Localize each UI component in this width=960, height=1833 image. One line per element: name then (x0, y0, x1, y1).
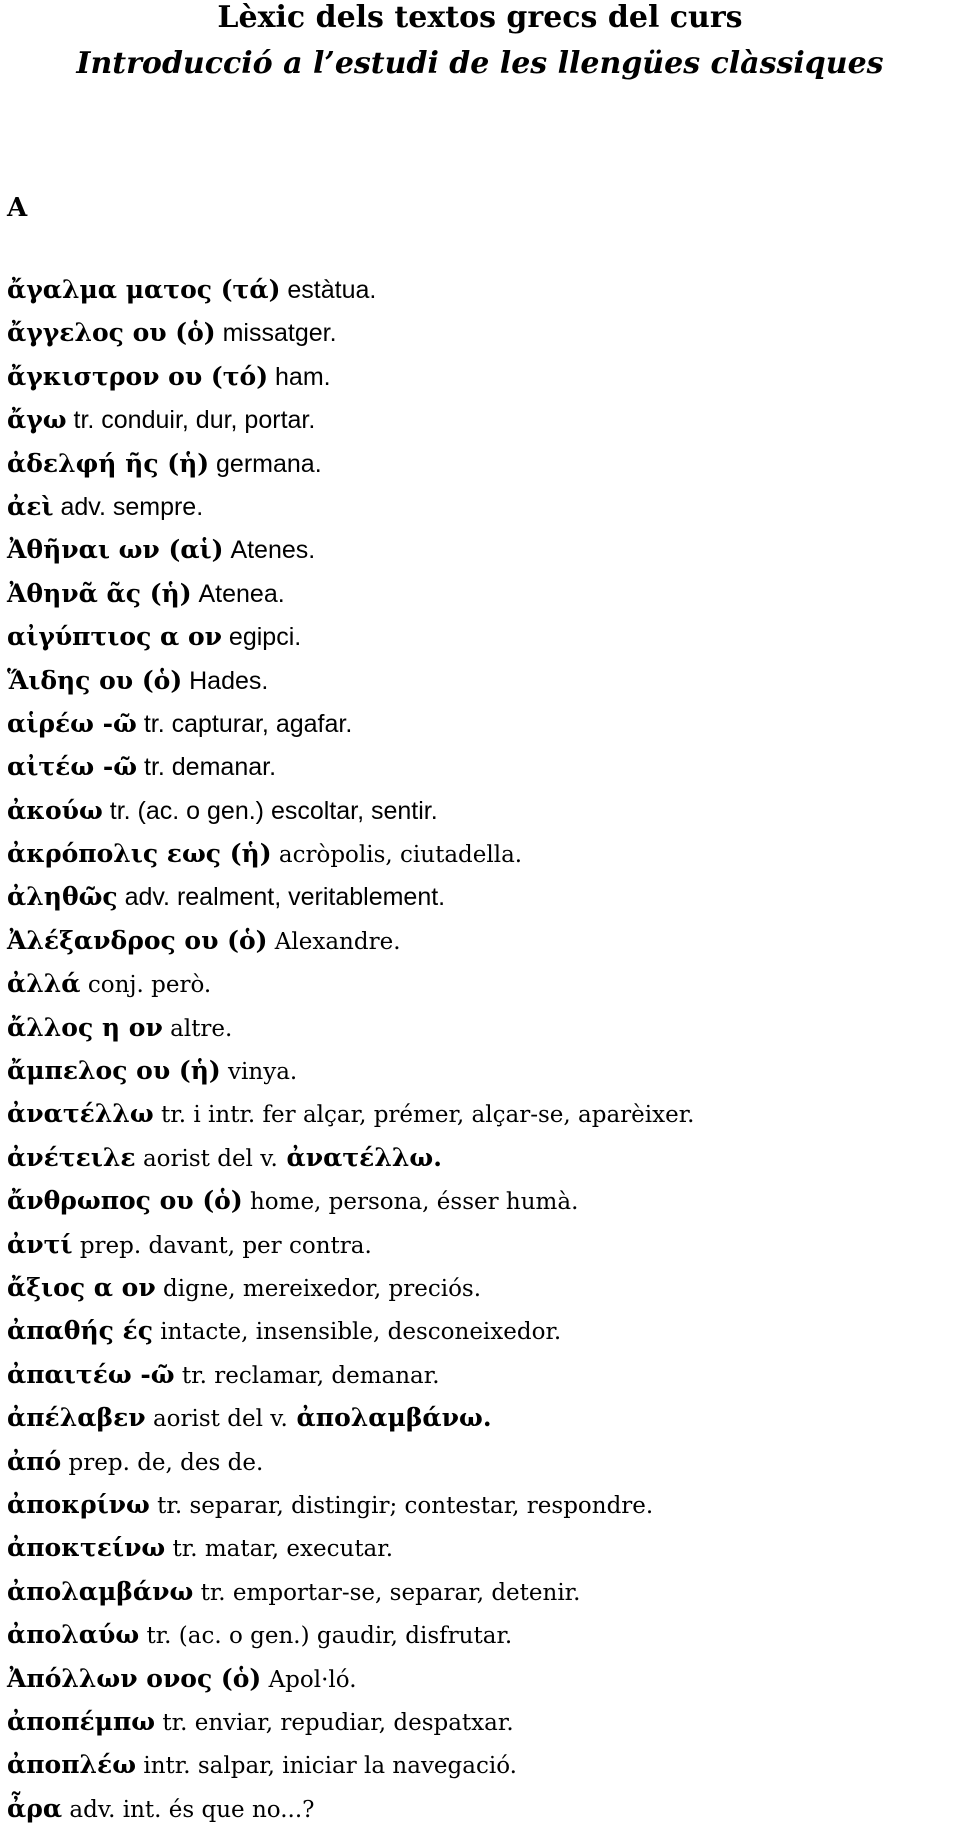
entry-definition: ham. (275, 362, 331, 391)
entry-definition: tr. separar, distingir; contestar, respondre. (157, 1492, 654, 1519)
lexicon-entry (7, 574, 957, 617)
lexicon-entry (7, 1355, 957, 1398)
entry-headword: ἀπαιτέω -ῶ (7, 1359, 175, 1389)
entry-headword: ἀνατέλλω (7, 1099, 154, 1129)
entry-definition: tr. enviar, repudiar, despatxar. (162, 1709, 514, 1736)
entry-headword: ἄξιος α ον (7, 1272, 156, 1302)
lexicon-entry (7, 747, 957, 790)
entry-definition: conj. però. (87, 972, 212, 999)
entry-reference: ἀνατέλλω. (286, 1142, 442, 1172)
entry-headword: ἀποπλέω (7, 1750, 137, 1780)
entry-headword: ἀκρόπολις εως (ἡ) (7, 839, 272, 869)
entry-definition: intr. salpar, iniciar la navegació. (143, 1753, 517, 1780)
entry-definition: altre. (170, 1015, 233, 1042)
lexicon-entry (7, 1615, 957, 1658)
lexicon-entry (7, 1094, 957, 1137)
entry-definition: germana. (216, 449, 322, 478)
entry-headword: ἀπολαμβάνω (7, 1576, 194, 1606)
entry-headword: ἀκούω (7, 795, 103, 825)
lexicon-entry (7, 1745, 957, 1788)
entry-headword: ἀπέλαβεν (7, 1403, 146, 1433)
entry-reference: ἀπολαμβάνω. (296, 1403, 492, 1433)
lexicon-entry (7, 661, 957, 704)
entry-headword: ἀποπέμπω (7, 1706, 156, 1736)
lexicon-entry (7, 313, 957, 356)
entry-definition: tr. (ac. o gen.) gaudir, disfrutar. (146, 1623, 513, 1650)
entry-definition: digne, mereixedor, preciós. (163, 1275, 482, 1302)
entry-definition: adv. realment, veritablement. (124, 883, 446, 912)
section-letter: A (7, 193, 28, 223)
entry-headword: ἀδελφή ῆς (ἡ) (7, 448, 210, 478)
lexicon-entry (7, 444, 957, 487)
entry-headword: ἄγω (7, 405, 67, 435)
lexicon-entry (7, 704, 957, 747)
entry-headword: ἀποκτείνω (7, 1533, 166, 1563)
entry-definition: Alexandre. (274, 928, 401, 955)
entry-definition: tr. conduir, dur, portar. (73, 406, 316, 435)
lexicon-entry (7, 1181, 957, 1224)
entry-definition: prep. de, des de. (68, 1449, 264, 1476)
entry-definition: tr. emportar-se, separar, detenir. (200, 1579, 581, 1606)
entry-headword: ἄγαλμα ματος (τά) (7, 275, 281, 304)
entry-headword: Ἀθηνᾶ ᾶς (ἡ) (7, 578, 192, 608)
entry-headword: ἀντί (7, 1229, 73, 1259)
lexicon-entry (7, 487, 957, 530)
lexicon-entry (7, 530, 957, 573)
lexicon-entry (7, 1398, 957, 1441)
entry-definition: adv. sempre. (60, 492, 204, 521)
lexicon-entry (7, 1442, 957, 1485)
entry-headword: ἀεὶ (7, 491, 54, 521)
entry-headword: αἱρέω -ῶ (7, 708, 137, 738)
entry-headword: ἄγγελος ου (ὁ) (7, 318, 216, 348)
entry-definition: adv. int. és que no...? (69, 1796, 315, 1823)
entry-headword: ἀπαθής ές (7, 1316, 153, 1346)
lexicon-entry (7, 1138, 957, 1181)
entry-headword: Ἀλέξανδρος ου (ὁ) (7, 925, 268, 955)
lexicon-entry (7, 834, 957, 877)
entry-headword: αἰγύπτιος α ον (7, 622, 222, 652)
entry-headword: ἆρα (7, 1793, 63, 1823)
lexicon-entry (7, 877, 957, 920)
lexicon-entry (7, 921, 957, 964)
entry-definition: home, persona, ésser humà. (249, 1189, 579, 1216)
entry-definition: Atenes. (230, 536, 316, 565)
entry-definition: egipci. (228, 623, 302, 652)
lexicon-entry (7, 1268, 957, 1311)
document-title: Lèxic dels textos grecs del curs (217, 0, 743, 35)
entry-headword: ἀπολαύω (7, 1620, 140, 1650)
entry-headword: ἄλλος η ον (7, 1012, 163, 1042)
entry-headword: ἀπό (7, 1446, 62, 1476)
lexicon-entry (7, 791, 957, 834)
entry-headword: ἀλλά (7, 969, 81, 999)
lexicon-entry (7, 1485, 957, 1528)
lexicon-entry (7, 1008, 957, 1051)
entry-headword: ἀνέτειλε (7, 1142, 136, 1172)
lexicon-entry (7, 1702, 957, 1745)
entry-headword: Ἅιδης ου (ὁ) (7, 665, 183, 695)
lexicon-entries (7, 270, 957, 1832)
lexicon-entry (7, 1528, 957, 1571)
entry-headword: Ἀπόλλων ονος (ὁ) (7, 1663, 262, 1693)
lexicon-entry (7, 1225, 957, 1268)
entry-definition: estàtua. (287, 276, 377, 304)
entry-definition: prep. davant, per contra. (79, 1232, 372, 1259)
lexicon-entry (7, 1789, 957, 1832)
document-subtitle: Introducció a l’estudi de les llengües clàssiques (76, 46, 884, 81)
entry-definition: Apol·ló. (268, 1666, 357, 1693)
entry-headword: Ἀθῆναι ων (αἱ) (7, 535, 224, 565)
entry-definition: tr. capturar, agafar. (143, 709, 353, 738)
entry-definition: intacte, insensible, desconeixedor. (160, 1319, 562, 1346)
lexicon-entry (7, 617, 957, 660)
lexicon-entry (7, 1572, 957, 1615)
entry-definition: Atenea. (198, 579, 285, 608)
entry-headword: ἀποκρίνω (7, 1489, 150, 1519)
entry-definition: acròpolis, ciutadella. (278, 842, 523, 869)
lexicon-entry (7, 357, 957, 400)
entry-definition: tr. reclamar, demanar. (181, 1362, 440, 1389)
entry-headword: ἀληθῶς (7, 882, 118, 912)
entry-definition: tr. demanar. (144, 753, 277, 782)
entry-definition: tr. matar, executar. (172, 1536, 394, 1563)
entry-definition: vinya. (228, 1059, 298, 1086)
lexicon-entry (7, 1311, 957, 1354)
lexicon-entry (7, 964, 957, 1007)
entry-definition: Hades. (189, 666, 269, 695)
entry-definition: missatger. (222, 319, 337, 348)
entry-definition: tr. i intr. fer alçar, prémer, alçar-se, aparèixer. (161, 1102, 695, 1129)
lexicon-entry (7, 270, 957, 313)
entry-headword: αἰτέω -ῶ (7, 752, 138, 782)
entry-headword: ἄνθρωπος ου (ὁ) (7, 1186, 243, 1216)
entry-definition: aorist del v. (152, 1406, 288, 1433)
lexicon-entry (7, 1659, 957, 1702)
entry-headword: ἄγκιστρον ου (τό) (7, 361, 269, 391)
entry-definition: aorist del v. (142, 1145, 278, 1172)
lexicon-entry (7, 400, 957, 443)
entry-definition: tr. (ac. o gen.) escoltar, sentir. (109, 796, 438, 825)
lexicon-entry (7, 1051, 957, 1094)
entry-headword: ἄμπελος ου (ἡ) (7, 1056, 221, 1086)
